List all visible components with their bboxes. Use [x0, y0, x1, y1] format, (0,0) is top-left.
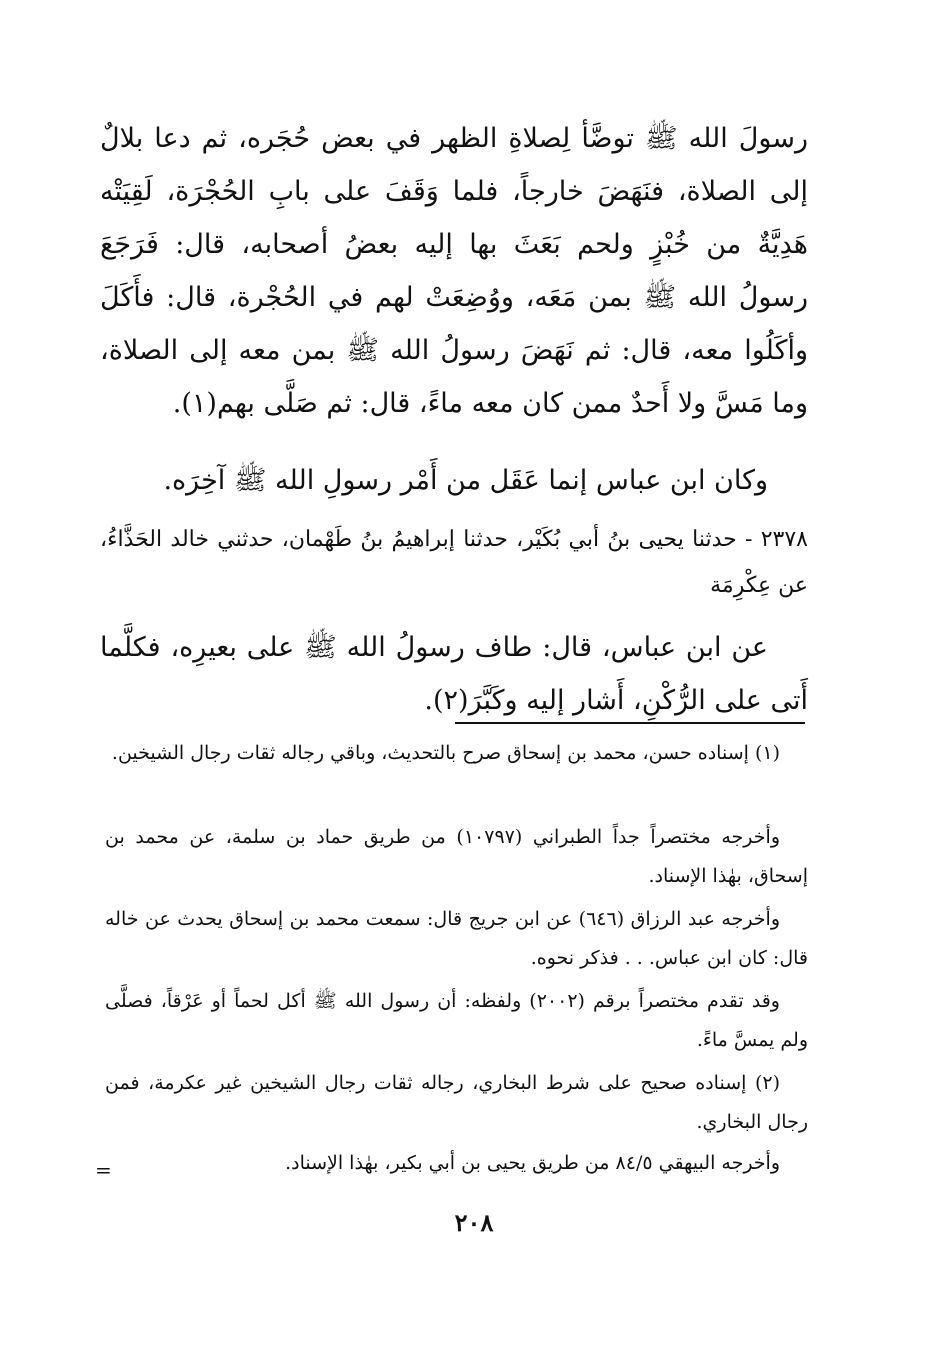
page-number: ٢٠٨	[454, 1208, 494, 1237]
footnote-1: (١) إسناده حسن، محمد بن إسحاق صرح بالتحديث، وباقي رجاله ثقات رجال الشيخين.	[111, 742, 780, 764]
footnote-separator	[455, 722, 805, 724]
hadith-text-paragraph: رسولَ الله ﷺ توضَّأ لِصلاةِ الظهر في بعض حُجَره، ثم دعا بلالٌ إلى الصلاة، فنَهَضَ خارجاً، فلما وَقَفَ على بابِ الحُجْرَة، لَقِيَتْه هَدِيَّةٌ من خُبْزٍ ولحم بَعَثَ بها إليه بعضُ أصحابه، قال: فَرَجَعَ رسولُ الله ﷺ بمن مَعَه، ووُضِعَتْ لهم في الحُجْرة، قال: فأَكَلَ وأكَلُوا معه، قال: ثم نَهَضَ رسولُ الله ﷺ بمن معه إلى الصلاة، وما مَسَّ ولا أَحدٌ ممن كان معه ماءً، قال: ثم صَلَّى بهم(١).	[100, 123, 808, 419]
footnote-2-cont: وأخرجه البيهقي ٨٤/٥ من طريق يحيى بن أبي بكير، بهٰذا الإسناد.	[285, 1152, 780, 1174]
narrator-remark-paragraph: وكان ابن عباس إنما عَقَل من أَمْر رسولِ الله ﷺ آخِرَه.	[163, 465, 768, 496]
main-text-block	[100, 112, 808, 727]
continuation-mark: =	[95, 1158, 112, 1182]
footnote-1-cont-a: وأخرجه مختصراً جداً الطبراني (١٠٧٩٧) من طريق حماد بن سلمة، عن محمد بن إسحاق، بهٰذا الإسناد.	[105, 826, 808, 887]
hadith-text-paragraph-2: عن ابن عباس، قال: طاف رسولُ الله ﷺ على بعيرِه، فكلَّما أَتى على الرُّكْنِ، أَشار إليه وكَبَّرَ(٢).	[100, 632, 808, 716]
footnotes-block	[105, 734, 808, 1184]
footnote-2: (٢) إسناده صحيح على شرط البخاري، رجاله ثقات رجال الشيخين غير عكرمة، فمن رجال البخاري.	[105, 1072, 808, 1133]
footnote-1-cont-b: وأخرجه عبد الرزاق (٦٤٦) عن ابن جريج قال: سمعت محمد بن إسحاق يحدث عن خاله قال: كان ابن عباس. . . فذكر نحوه.	[105, 908, 808, 969]
hadith-chain-paragraph: ٢٣٧٨ - حدثنا يحيى بنُ أبي بُكَيْر، حدثنا إبراهيمُ بنُ طَهْمان، حدثني خالد الحَذَّاءُ، عن عِكْرِمَة	[100, 527, 808, 598]
footnote-1-cont-c: وقد تقدم مختصراً برقم (٢٠٠٢) ولفظه: أن رسول الله ﷺ أكل لحماً أو عَرْقاً، فصلَّى ولم يمسَّ ماءً.	[105, 990, 808, 1051]
